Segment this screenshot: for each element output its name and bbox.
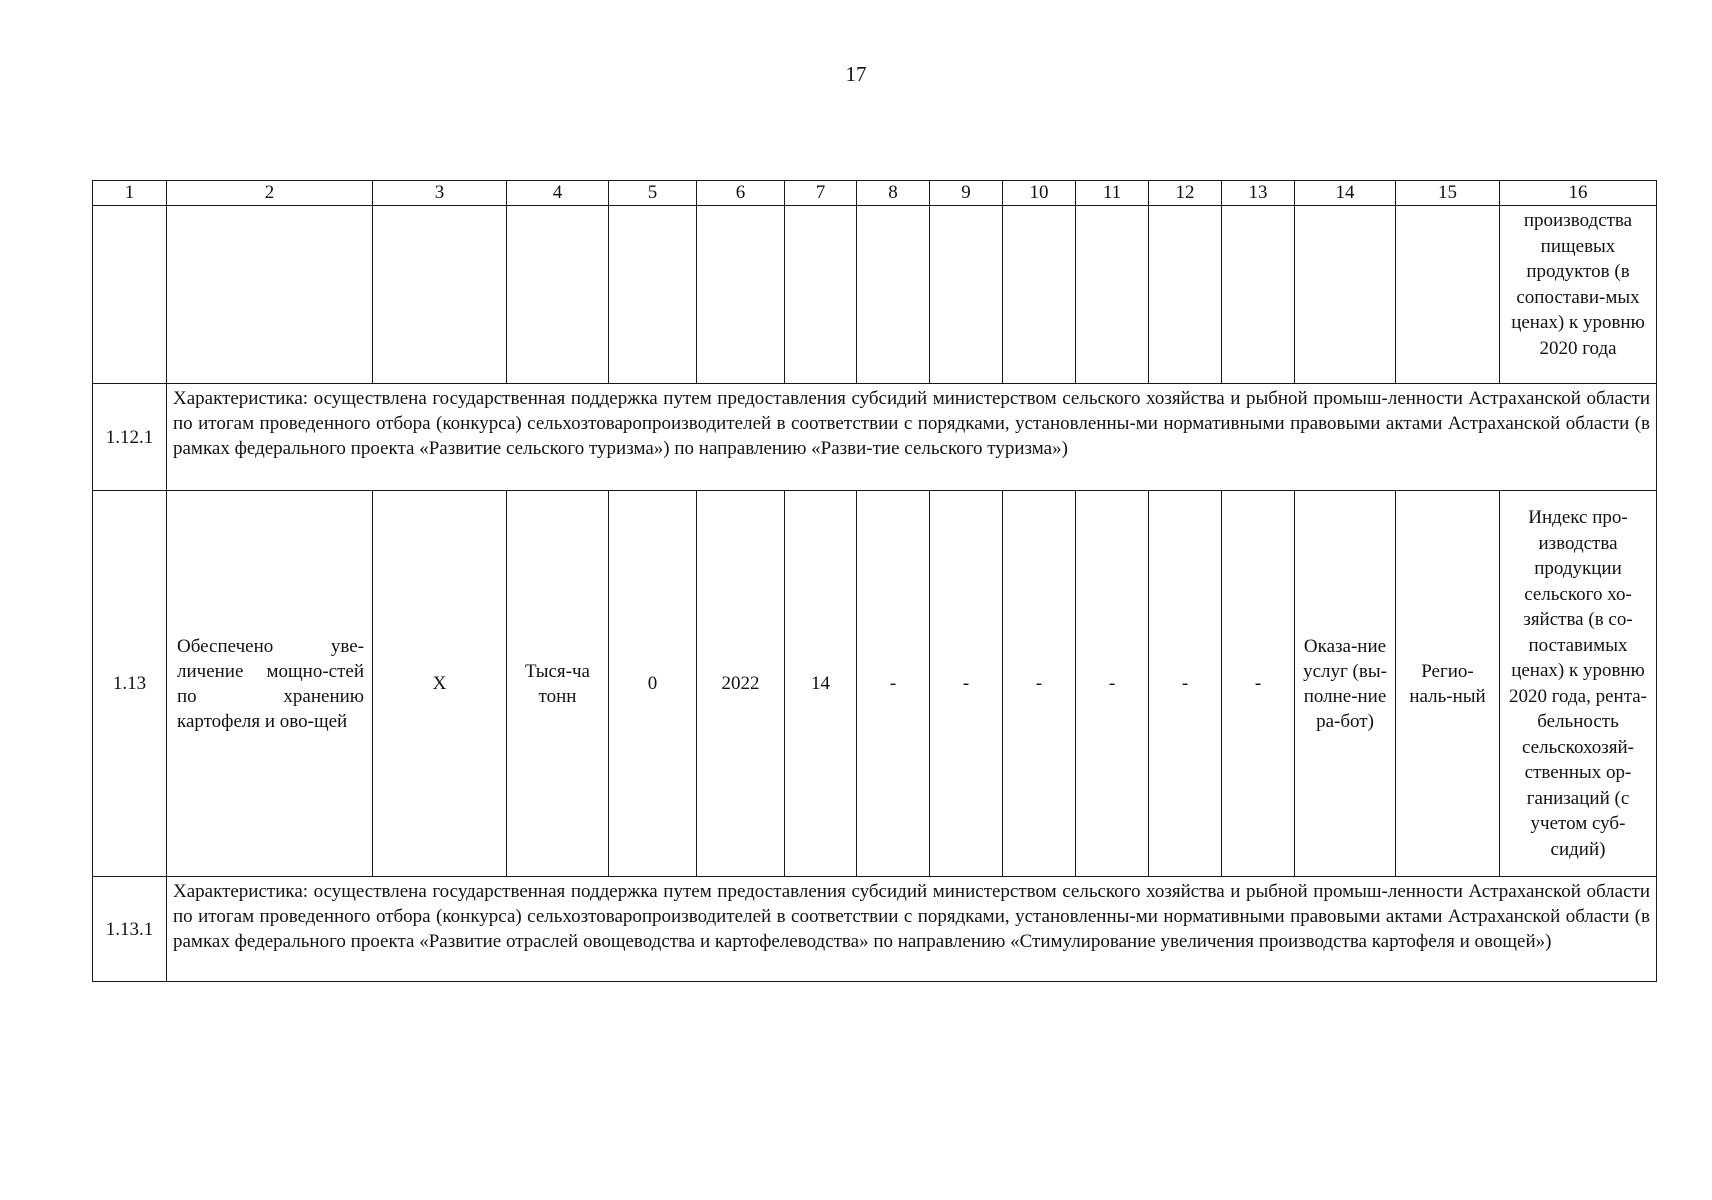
empty-cell [930,206,1003,384]
characteristic-text: Характеристика: осуществлена государственная поддержка путем предоставления субсидий министерством сельского хозяйства и рыбной промыш-ленности Астраханской области по итогам проведенного отбора (конкурса) сельхозтоваропроизводителей в соответствии с порядками, установленны-ми нормативными правовыми актами Астраханской области (в рамках федерального проекта «Развитие сельского туризма») по направлению «Разви-тие сельского туризма») [167,384,1657,491]
base-year-cell: 2022 [697,491,785,877]
row-id-cell: 1.12.1 [93,384,167,491]
header-cell: 11 [1076,181,1149,206]
header-cell: 9 [930,181,1003,206]
table-row-1-13 [93,491,1657,877]
value-cell: - [1076,491,1149,877]
value-cell: - [1149,491,1222,877]
header-cell: 8 [857,181,930,206]
header-cell: 13 [1222,181,1295,206]
characteristic-text: Характеристика: осуществлена государственная поддержка путем предоставления субсидий министерством сельского хозяйства и рыбной промыш-ленности Астраханской области по итогам проведенного отбора (конкурса) сельхозтоваропроизводителей в соответствии с порядками, установленны-ми нормативными правовыми актами Астраханской области (в рамках федерального проекта «Развитие отраслей овощеводства и картофелеводства» по направлению «Стимулирование увеличения производства картофеля и овощей») [167,877,1657,982]
value-cell: - [930,491,1003,877]
header-cell: 5 [609,181,697,206]
header-cell: 7 [785,181,857,206]
characteristic-row-1-12-1 [93,384,1657,491]
empty-cell [785,206,857,384]
empty-cell [857,206,930,384]
empty-cell [1396,206,1500,384]
continuation-indicator-cell: производства пищевых продуктов (в сопостави-мых ценах) к уровню 2020 года [1500,206,1657,384]
level-cell: Регио-наль-ный [1396,491,1500,877]
empty-cell [1295,206,1396,384]
header-cell: 2 [167,181,373,206]
row-id-cell: 1.13.1 [93,877,167,982]
empty-cell [1149,206,1222,384]
table-cell: Х [373,491,507,877]
empty-cell [167,206,373,384]
header-cell: 10 [1003,181,1076,206]
empty-cell [373,206,507,384]
empty-cell [1003,206,1076,384]
empty-cell [609,206,697,384]
characteristic-row-1-13-1 [93,877,1657,982]
base-value-cell: 0 [609,491,697,877]
value-cell: - [1003,491,1076,877]
header-cell: 14 [1295,181,1396,206]
empty-cell [1076,206,1149,384]
row-id-cell: 1.13 [93,491,167,877]
empty-cell [93,206,167,384]
empty-cell [697,206,785,384]
header-cell: 16 [1500,181,1657,206]
header-cell: 4 [507,181,609,206]
empty-cell [1222,206,1295,384]
header-cell: 3 [373,181,507,206]
program-table [92,180,1657,982]
value-cell: - [1222,491,1295,877]
continuation-row [93,206,1657,384]
value-cell: - [857,491,930,877]
result-type-cell: Оказа-ние услуг (вы-полне-ние ра-бот) [1295,491,1396,877]
value-cell: 14 [785,491,857,877]
header-cell: 12 [1149,181,1222,206]
header-cell: 1 [93,181,167,206]
result-name-cell: Обеспечено уве-личение мощно-стей по хранению картофеля и ово-щей [167,491,373,877]
header-row [93,181,1657,206]
indicator-cell: Индекс про-изводства продукции сельского хо-зяйства (в со-поставимых ценах) к уровню 2020 года, рента-бельность сельскохозяй-ственных ор-ганизаций (с учетом суб-сидий) [1500,491,1657,877]
header-cell: 6 [697,181,785,206]
page-number: 17 [845,62,867,86]
header-cell: 15 [1396,181,1500,206]
unit-cell: Тыся-ча тонн [507,491,609,877]
empty-cell [507,206,609,384]
